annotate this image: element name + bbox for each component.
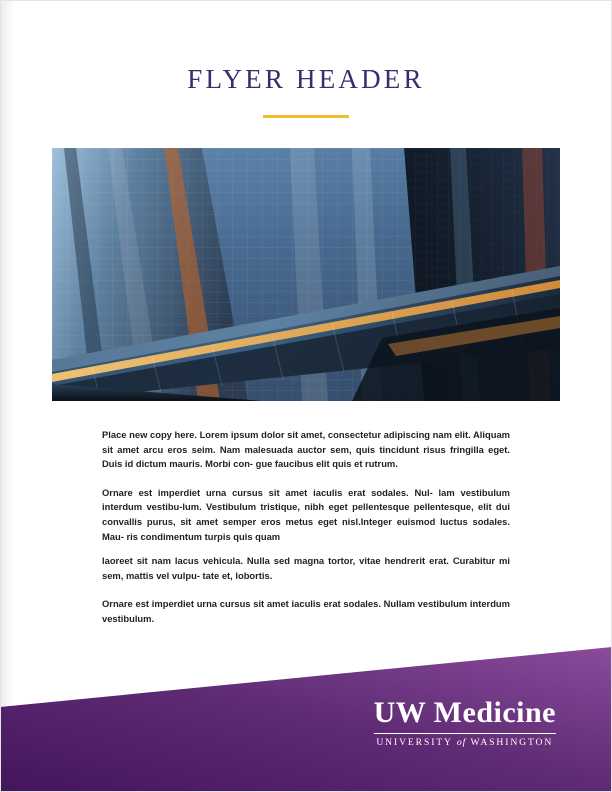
logo-wordmark: UW Medicine <box>373 696 556 729</box>
body-paragraph-4: Ornare est imperdiet urna cursus sit amet iaculis erat sodales. Nullam vestibulum interdum vestibulum. <box>102 598 510 624</box>
body-paragraph-3: laoreet sit nam lacus vehicula. Nulla sed magna tortor, vitae hendrerit erat. Curabitur mi sem, mattis vel vulpu- tate et, lobortis. <box>102 555 510 581</box>
footer-band <box>0 647 612 792</box>
logo-subtitle-post: WASHINGTON <box>470 737 554 748</box>
logo-subtitle <box>374 737 556 748</box>
body-paragraph-2: Ornare est imperdiet urna cursus sit amet iaculis erat sodales. Nul- lam vestibulum interdum vestibu-lum. Vestibulum tristique, nibh eget pellentesque pellentesque, elit dui convallis purus, sit amet semper eros metus eget nisl.Integer euismod luctus sodales. Mau- ris condimentum turpis quis quam <box>102 486 510 542</box>
flyer-header <box>0 64 612 118</box>
logo-divider <box>374 733 556 734</box>
uw-medicine-logo <box>374 697 556 748</box>
body-copy <box>102 428 510 627</box>
title-accent-rule <box>263 115 349 118</box>
logo-subtitle-pre: UNIVERSITY <box>376 737 453 748</box>
hero-photo <box>52 148 560 401</box>
page-title: FLYER HEADER <box>187 64 425 94</box>
logo-subtitle-mid: of <box>456 737 467 748</box>
body-paragraph-1: Place new copy here. Lorem ipsum dolor sit amet, consectetur adipiscing nam elit. Aliquam sit amet arcu eros seim. Nam malesuada auctor sem, quis tincidunt risus fringilla eget. Duis id dictum mauris. Morbi con- gue faucibus elit quis et rutrum. <box>102 429 510 470</box>
